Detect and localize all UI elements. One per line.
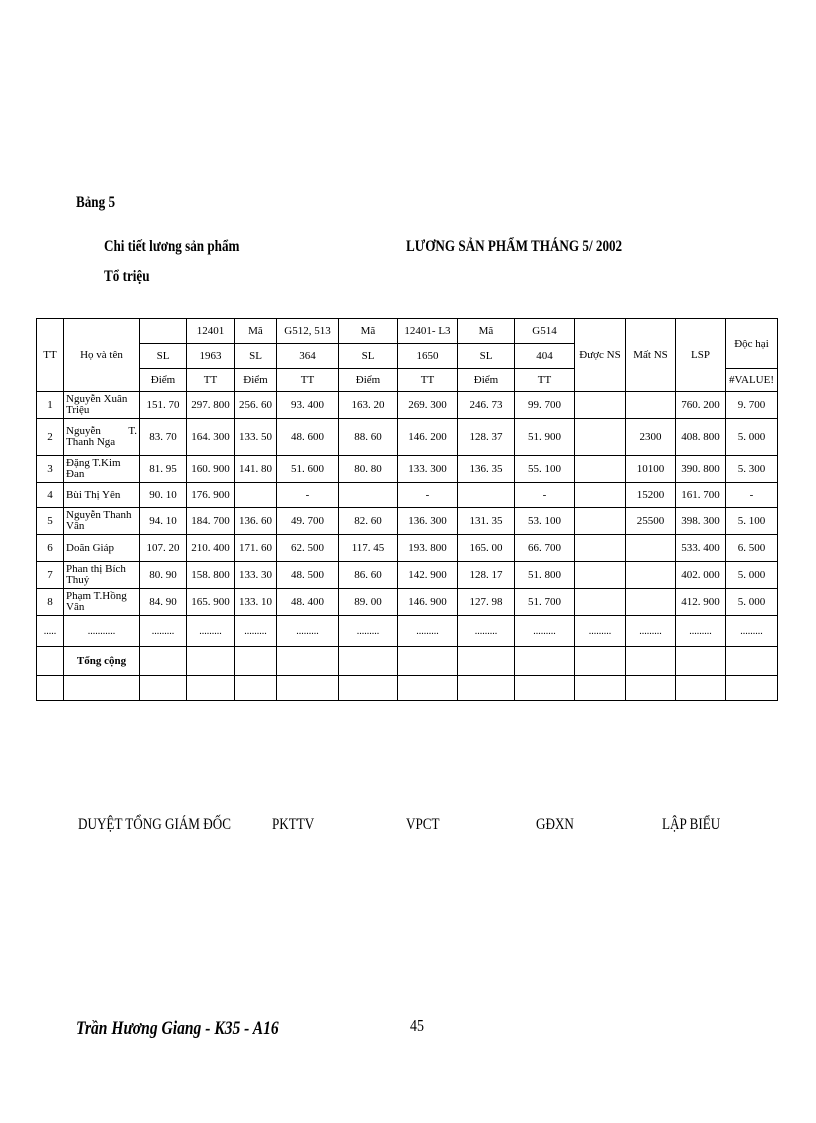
cell-name: Nguyễn T. Thanh Nga	[64, 419, 140, 456]
cell-empty	[726, 647, 778, 676]
cell-value: -	[398, 483, 458, 508]
cell-empty	[626, 647, 676, 676]
cell-tt: 7	[37, 562, 64, 589]
cell-empty	[575, 647, 626, 676]
cell-mat-ns	[626, 589, 676, 616]
cell-value: 48. 400	[277, 589, 339, 616]
cell-doc-hai: 5. 100	[726, 508, 778, 535]
cell-value: 82. 60	[339, 508, 398, 535]
table-row	[37, 508, 778, 535]
cell-doc-hai: 6. 500	[726, 535, 778, 562]
header-doc-hai-value: #VALUE!	[726, 369, 778, 392]
table-row	[37, 456, 778, 483]
cell-value: 83. 70	[140, 419, 187, 456]
signature-director: DUYỆT TỔNG GIÁM ĐỐC	[78, 816, 231, 833]
cell-value: 94. 10	[140, 508, 187, 535]
cell-value: -	[277, 483, 339, 508]
cell-lsp: 161. 700	[676, 483, 726, 508]
cell-empty	[140, 676, 187, 701]
page-title: LƯƠNG SẢN PHẨM THÁNG 5/ 2002	[406, 238, 623, 255]
table-row	[37, 589, 778, 616]
cell-empty	[515, 676, 575, 701]
header-cell: Mã	[235, 319, 277, 344]
cell-value: 246. 73	[458, 392, 515, 419]
cell-empty	[339, 647, 398, 676]
header-cell: SL	[458, 344, 515, 369]
cell-value: 62. 500	[277, 535, 339, 562]
cell-value: 128. 37	[458, 419, 515, 456]
header-cell: Điểm	[140, 369, 187, 392]
table-row	[37, 483, 778, 508]
header-doc-hai: Độc hại	[726, 319, 778, 369]
header-duoc-ns: Được NS	[575, 319, 626, 392]
table-row	[37, 562, 778, 589]
cell-ellipsis: .........	[458, 616, 515, 647]
cell-value: 117. 45	[339, 535, 398, 562]
cell-name: Phan thị Bích Thuỷ	[64, 562, 140, 589]
cell-value: 193. 800	[398, 535, 458, 562]
cell-value: 80. 90	[140, 562, 187, 589]
cell-mat-ns: 2300	[626, 419, 676, 456]
table-row	[37, 419, 778, 456]
cell-value: 93. 400	[277, 392, 339, 419]
cell-value: 142. 900	[398, 562, 458, 589]
cell-value: 146. 200	[398, 419, 458, 456]
cell-empty	[458, 676, 515, 701]
cell-empty	[676, 676, 726, 701]
cell-duoc-ns	[575, 589, 626, 616]
cell-doc-hai: 5. 000	[726, 562, 778, 589]
cell-duoc-ns	[575, 392, 626, 419]
cell-value: 86. 60	[339, 562, 398, 589]
cell-empty	[626, 676, 676, 701]
cell-value: 160. 900	[187, 456, 235, 483]
cell-value: 210. 400	[187, 535, 235, 562]
header-cell: SL	[140, 344, 187, 369]
cell-value: 158. 800	[187, 562, 235, 589]
cell-lsp: 412. 900	[676, 589, 726, 616]
cell-empty	[398, 676, 458, 701]
cell-ellipsis: .........	[515, 616, 575, 647]
cell-value: 99. 700	[515, 392, 575, 419]
cell-doc-hai: 9. 700	[726, 392, 778, 419]
header-cell: Điểm	[235, 369, 277, 392]
cell-value: 133. 300	[398, 456, 458, 483]
cell-tt	[37, 647, 64, 676]
header-cell: TT	[187, 369, 235, 392]
cell-duoc-ns	[575, 562, 626, 589]
cell-empty	[235, 647, 277, 676]
header-cell: Mã	[339, 319, 398, 344]
cell-tt: 5	[37, 508, 64, 535]
cell-tt: .....	[37, 616, 64, 647]
cell-value: 127. 98	[458, 589, 515, 616]
header-cell: Điểm	[458, 369, 515, 392]
cell-name: Nguyễn Thanh Vân	[64, 508, 140, 535]
subtitle: Chi tiết lương sản phẩm	[104, 238, 240, 255]
cell-name: Đặng T.Kim Đan	[64, 456, 140, 483]
header-cell: 1650	[398, 344, 458, 369]
cell-tt: 8	[37, 589, 64, 616]
cell-value: 297. 800	[187, 392, 235, 419]
cell-empty	[140, 647, 187, 676]
cell-value: 51. 700	[515, 589, 575, 616]
cell-value: 48. 600	[277, 419, 339, 456]
cell-ellipsis: .........	[626, 616, 676, 647]
header-cell: 1963	[187, 344, 235, 369]
cell-tt: 3	[37, 456, 64, 483]
cell-lsp: 533. 400	[676, 535, 726, 562]
cell-empty	[187, 647, 235, 676]
cell-name: Doãn Giáp	[64, 535, 140, 562]
cell-value: 53. 100	[515, 508, 575, 535]
cell-value: 90. 10	[140, 483, 187, 508]
cell-value: 66. 700	[515, 535, 575, 562]
cell-value: 163. 20	[339, 392, 398, 419]
cell-tt: 2	[37, 419, 64, 456]
cell-doc-hai: 5. 300	[726, 456, 778, 483]
footer-author: Trần Hương Giang - K35 - A16	[76, 1018, 279, 1039]
cell-value: 136. 300	[398, 508, 458, 535]
cell-doc-hai: -	[726, 483, 778, 508]
cell-value: 128. 17	[458, 562, 515, 589]
cell-ellipsis: .........	[676, 616, 726, 647]
cell-value: 51. 800	[515, 562, 575, 589]
cell-duoc-ns	[575, 508, 626, 535]
cell-empty	[676, 647, 726, 676]
signature-gdxn: GĐXN	[536, 816, 574, 833]
cell-name: Bùi Thị Yên	[64, 483, 140, 508]
cell-value: 133. 50	[235, 419, 277, 456]
cell-empty	[37, 676, 64, 701]
cell-empty	[575, 676, 626, 701]
cell-value: 151. 70	[140, 392, 187, 419]
cell-ellipsis: .........	[140, 616, 187, 647]
cell-name: Nguyễn Xuân Triệu	[64, 392, 140, 419]
cell-empty	[398, 647, 458, 676]
header-cell: TT	[515, 369, 575, 392]
cell-lsp: 402. 000	[676, 562, 726, 589]
header-cell: SL	[235, 344, 277, 369]
header-cell: TT	[398, 369, 458, 392]
header-name: Họ và tên	[64, 319, 140, 392]
header-cell	[140, 319, 187, 344]
cell-empty	[277, 676, 339, 701]
signature-vpct: VPCT	[406, 816, 440, 833]
cell-ellipsis: .........	[187, 616, 235, 647]
cell-value: 141. 80	[235, 456, 277, 483]
cell-value: 176. 900	[187, 483, 235, 508]
cell-mat-ns	[626, 535, 676, 562]
cell-value: 51. 600	[277, 456, 339, 483]
wage-table-container	[36, 318, 778, 701]
cell-name: ...........	[64, 616, 140, 647]
header-cell: G514	[515, 319, 575, 344]
header-mat-ns: Mất NS	[626, 319, 676, 392]
cell-value: 107. 20	[140, 535, 187, 562]
header-cell: G512, 513	[277, 319, 339, 344]
cell-value: 88. 60	[339, 419, 398, 456]
header-cell: Mã	[458, 319, 515, 344]
cell-value: 131. 35	[458, 508, 515, 535]
header-cell: TT	[277, 369, 339, 392]
cell-duoc-ns	[575, 535, 626, 562]
cell-value: -	[515, 483, 575, 508]
header-cell: 404	[515, 344, 575, 369]
table-number: Bảng 5	[76, 194, 116, 211]
page-number: 45	[410, 1016, 424, 1035]
team-name: Tổ triệu	[104, 268, 150, 285]
cell-value	[339, 483, 398, 508]
cell-tt: 6	[37, 535, 64, 562]
cell-name: Phạm T.Hồng Vân	[64, 589, 140, 616]
cell-value: 136. 35	[458, 456, 515, 483]
cell-value: 84. 90	[140, 589, 187, 616]
ellipsis-row	[37, 616, 778, 647]
signature-lap-bieu: LẬP BIỂU	[662, 816, 721, 833]
cell-lsp: 760. 200	[676, 392, 726, 419]
cell-value: 269. 300	[398, 392, 458, 419]
cell-ellipsis: .........	[235, 616, 277, 647]
cell-value: 80. 80	[339, 456, 398, 483]
cell-value: 48. 500	[277, 562, 339, 589]
cell-doc-hai: 5. 000	[726, 419, 778, 456]
cell-value: 146. 900	[398, 589, 458, 616]
cell-duoc-ns	[575, 456, 626, 483]
cell-value: 49. 700	[277, 508, 339, 535]
signature-pkttv: PKTTV	[272, 816, 315, 833]
cell-empty	[277, 647, 339, 676]
cell-mat-ns	[626, 562, 676, 589]
cell-duoc-ns	[575, 483, 626, 508]
cell-doc-hai: 5. 000	[726, 589, 778, 616]
cell-tt: 1	[37, 392, 64, 419]
wage-table	[36, 318, 778, 701]
cell-tt: 4	[37, 483, 64, 508]
total-row	[37, 647, 778, 676]
cell-value: 89. 00	[339, 589, 398, 616]
cell-empty	[726, 676, 778, 701]
cell-empty	[515, 647, 575, 676]
cell-value: 55. 100	[515, 456, 575, 483]
table-row	[37, 392, 778, 419]
cell-value: 165. 900	[187, 589, 235, 616]
header-cell: SL	[339, 344, 398, 369]
cell-value: 184. 700	[187, 508, 235, 535]
cell-value	[235, 483, 277, 508]
cell-value: 133. 10	[235, 589, 277, 616]
cell-value: 171. 60	[235, 535, 277, 562]
cell-lsp: 390. 800	[676, 456, 726, 483]
cell-value: 256. 60	[235, 392, 277, 419]
header-cell: 12401- L3	[398, 319, 458, 344]
cell-ellipsis: .........	[398, 616, 458, 647]
cell-ellipsis: .........	[277, 616, 339, 647]
table-row	[37, 535, 778, 562]
cell-empty	[458, 647, 515, 676]
header-lsp: LSP	[676, 319, 726, 392]
cell-value: 164. 300	[187, 419, 235, 456]
header-cell: 364	[277, 344, 339, 369]
blank-row	[37, 676, 778, 701]
cell-value: 133. 30	[235, 562, 277, 589]
cell-value: 136. 60	[235, 508, 277, 535]
cell-mat-ns: 10100	[626, 456, 676, 483]
header-cell: Điểm	[339, 369, 398, 392]
cell-value: 165. 00	[458, 535, 515, 562]
cell-duoc-ns	[575, 419, 626, 456]
cell-lsp: 408. 800	[676, 419, 726, 456]
cell-empty	[235, 676, 277, 701]
total-label: Tổng cộng	[64, 647, 140, 676]
cell-ellipsis: .........	[726, 616, 778, 647]
cell-value: 51. 900	[515, 419, 575, 456]
cell-empty	[339, 676, 398, 701]
header-cell: 12401	[187, 319, 235, 344]
cell-value	[458, 483, 515, 508]
cell-empty	[187, 676, 235, 701]
cell-lsp: 398. 300	[676, 508, 726, 535]
cell-mat-ns: 25500	[626, 508, 676, 535]
cell-mat-ns: 15200	[626, 483, 676, 508]
cell-ellipsis: .........	[575, 616, 626, 647]
header-row-1	[37, 319, 778, 344]
cell-value: 81. 95	[140, 456, 187, 483]
header-tt: TT	[37, 319, 64, 392]
cell-empty	[64, 676, 140, 701]
cell-ellipsis: .........	[339, 616, 398, 647]
cell-mat-ns	[626, 392, 676, 419]
